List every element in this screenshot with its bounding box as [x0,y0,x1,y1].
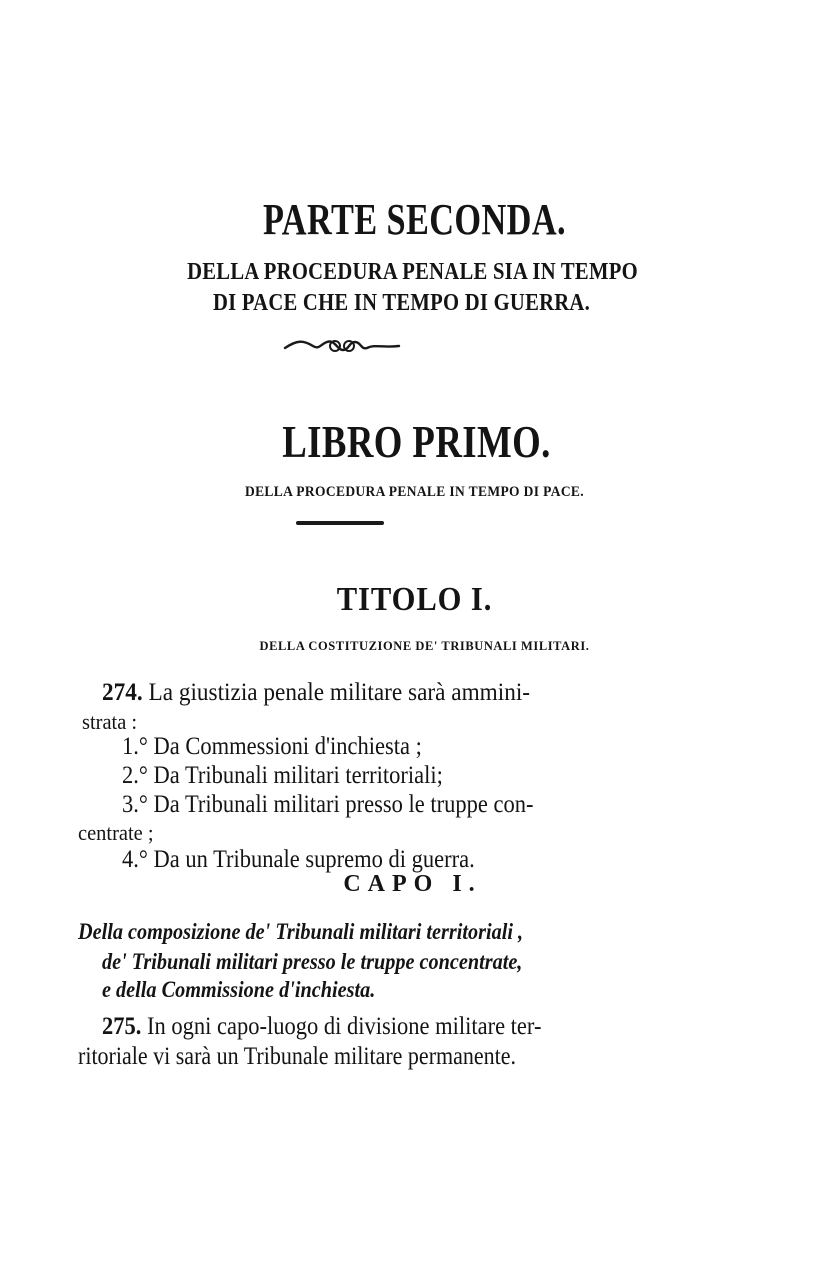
parte-subtitle-line-1: DELLA PROCEDURA PENALE SIA IN TEMPO [187,259,638,285]
list-item-number: 2.° [122,762,148,789]
list-item-text: Da Tribunali militari territoriali; [153,762,443,789]
article-text: La giustizia penale militare sarà ammini- [148,679,531,706]
ornament-divider-icon [283,334,401,358]
titolo-title: TITOLO I. [336,581,493,618]
parte-subtitle-line-2: DI PACE CHE IN TEMPO DI GUERRA. [212,290,591,316]
parte-title: PARTE SECONDA. [262,195,567,244]
list-item-text: Da un Tribunale supremo di guerra. [153,846,475,873]
list-item-number: 4.° [122,846,148,873]
article-274-line-1 [102,676,530,710]
list-item-number: 1.° [122,733,148,760]
section-rule [296,521,384,525]
article-number: 274. [102,679,143,706]
capo-heading-line-3: e della Commissione d'inchiesta. [102,977,376,1002]
titolo-subtitle: DELLA COSTITUZIONE DE' TRIBUNALI MILITARI. [259,638,590,653]
list-item-text: Da Tribunali militari presso le truppe con- [153,791,534,818]
capo-heading-line-1: Della composizione de' Tribunali militari territoriali , [78,919,524,944]
libro-subtitle: DELLA PROCEDURA PENALE IN TEMPO DI PACE. [244,484,585,500]
article-text: In ogni capo-luogo di divisione militare ter- [147,1013,542,1040]
article-number: 275. [102,1013,142,1040]
capo-title: CAPO I. [343,871,482,897]
list-item-number: 3.° [122,791,148,818]
article-274-line-2: strata : [82,709,138,734]
list-item-continuation: centrate ; [78,820,154,845]
article-275-line-1 [102,1010,541,1044]
list-item-text: Da Commessioni d'inchiesta ; [153,733,422,760]
libro-title: LIBRO PRIMO. [282,416,551,467]
article-275-line-2: ritoriale vi sarà un Tribunale militare permanente. [78,1043,517,1070]
list-item [122,788,533,822]
capo-heading-line-2: de' Tribunali militari presso le truppe concentrate, [102,949,523,974]
